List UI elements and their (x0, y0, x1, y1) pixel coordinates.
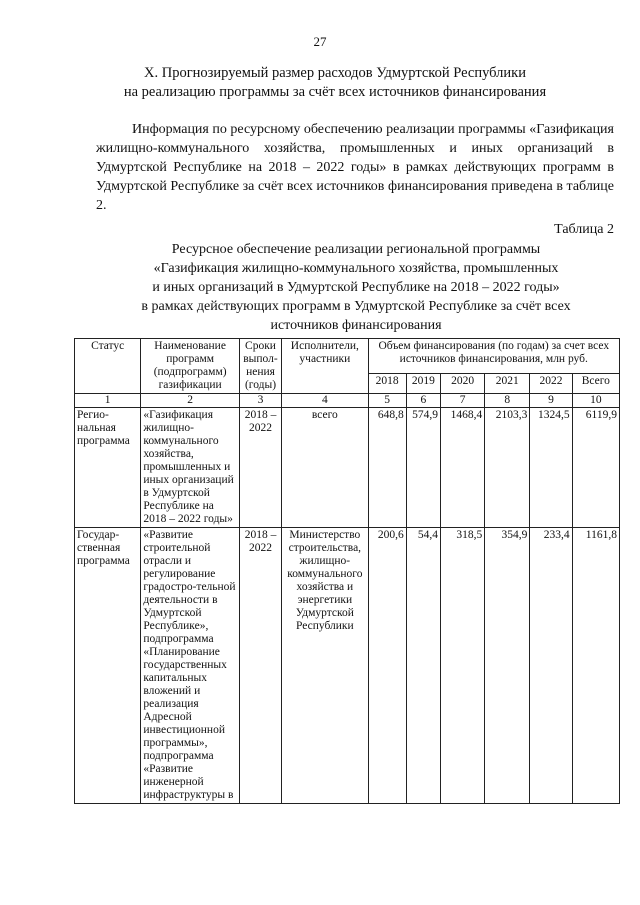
header-name: Наименование программ (подпрограмм) газификации (141, 339, 240, 394)
table-title-line2: «Газификация жилищно-коммунального хозяйства, промышленных (153, 261, 559, 276)
header-year: 2020 (440, 374, 484, 394)
cell-value: 200,6 (368, 528, 406, 804)
header-executors: Исполнители, участники (282, 339, 368, 394)
financing-table (74, 338, 620, 804)
cell-name: «Развитие строительной отрасли и регулирование градостро-тельной деятельности в Удмуртской Республике», подпрограмма «Планирование государственных капитальных вложений и реализация Адресной инвестиционной программы», подпрограмма «Развитие инженерной инфраструктуры в (141, 528, 240, 804)
column-number: 4 (282, 394, 368, 408)
header-year: 2018 (368, 374, 406, 394)
section-title-line2: на реализацию программы за счёт всех источников финансирования (123, 84, 547, 100)
header-year: 2019 (406, 374, 440, 394)
header-total: Всего (572, 374, 619, 394)
page-number: 27 (313, 34, 327, 49)
column-number: 5 (368, 394, 406, 408)
cell-value: 1468,4 (440, 408, 484, 528)
table-label: Таблица 2 (554, 222, 614, 237)
cell-executors: Министерство строительства, жилищно-коммунального хозяйства и энергетики Удмуртской Республики (282, 528, 368, 804)
table-row (75, 408, 620, 528)
cell-value: 54,4 (406, 528, 440, 804)
cell-executors: всего (282, 408, 368, 528)
column-number: 7 (440, 394, 484, 408)
cell-value: 2103,3 (485, 408, 530, 528)
cell-status: Государ-ственная программа (75, 528, 141, 804)
column-numbers-row (75, 394, 620, 408)
cell-total: 1161,8 (572, 528, 619, 804)
header-status: Статус (75, 339, 141, 394)
intro-paragraph (96, 120, 614, 215)
financing-table-wrapper (74, 338, 620, 898)
column-number: 10 (572, 394, 619, 408)
table-row (75, 528, 620, 804)
cell-value: 354,9 (485, 528, 530, 804)
section-title-line1: X. Прогнозируемый размер расходов Удмуртской Республики (144, 65, 526, 81)
column-number: 9 (530, 394, 572, 408)
table-title-line5: источников финансирования (270, 318, 442, 333)
table-title-line1: Ресурсное обеспечение реализации региональной программы (171, 242, 541, 257)
cell-name: «Газификация жилищно-коммунального хозяйства, промышленных и иных организаций в Удмуртской Республике на 2018 – 2022 годы» (141, 408, 240, 528)
column-number: 3 (239, 394, 281, 408)
table-title-line4: в рамках действующих программ в Удмуртской Республике за счёт всех (141, 299, 571, 314)
header-terms: Сроки выпол-нения (годы) (239, 339, 281, 394)
cell-value: 233,4 (530, 528, 572, 804)
header-volume: Объем финансирования (по годам) за счет всех источников финансирования, млн руб. (368, 339, 619, 374)
cell-terms: 2018 – 2022 (239, 408, 281, 528)
column-number: 1 (75, 394, 141, 408)
cell-status: Регио-нальная программа (75, 408, 141, 528)
header-row (75, 339, 620, 374)
intro-text: Информация по ресурсному обеспечению реализации программы «Газификация жилищно-коммунального хозяйства, промышленных и иных организаций в Удмуртской Республике на 2018 – 2022 годы» в рамках действующих программ в Удмуртской Республике за счёт всех источников финансирования приведена в таблице 2. (96, 122, 614, 213)
column-number: 8 (485, 394, 530, 408)
section-title (100, 64, 570, 102)
table-title (98, 240, 614, 335)
header-year: 2022 (530, 374, 572, 394)
column-number: 6 (406, 394, 440, 408)
cell-value: 318,5 (440, 528, 484, 804)
cell-value: 574,9 (406, 408, 440, 528)
cell-total: 6119,9 (572, 408, 619, 528)
cell-value: 648,8 (368, 408, 406, 528)
table-title-line3: и иных организаций в Удмуртской Республике на 2018 – 2022 годы» (152, 280, 560, 295)
column-number: 2 (141, 394, 240, 408)
cell-terms: 2018 – 2022 (239, 528, 281, 804)
header-year: 2021 (485, 374, 530, 394)
cell-value: 1324,5 (530, 408, 572, 528)
